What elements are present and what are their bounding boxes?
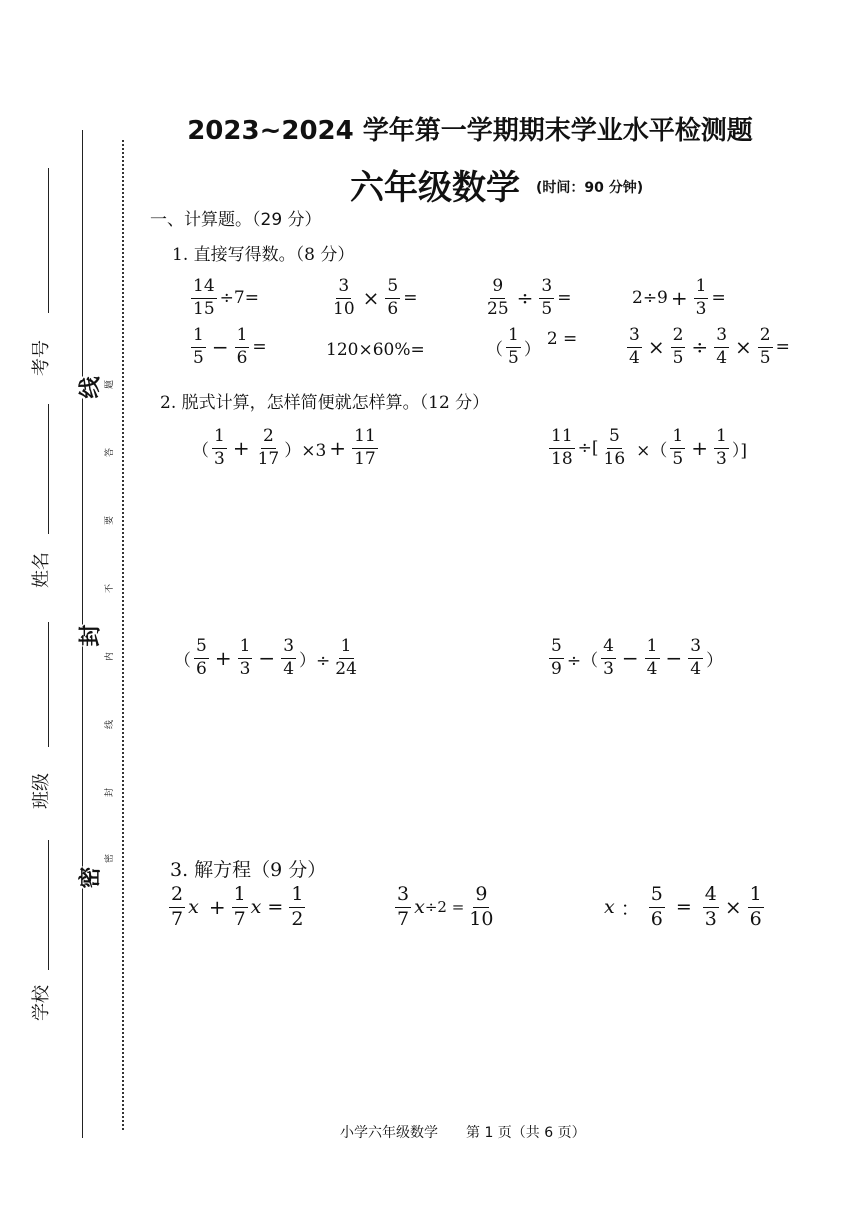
q3-item-c: x ： $\frac{5}{6}$ = $\frac{4}{3}$ × $\frac{1}{6}$ [604,883,762,930]
binding-field-line-1 [48,168,49,313]
fraction: $\frac{1}{5}$ [193,325,204,368]
fraction: $\frac{1}{6}$ [749,883,762,930]
margin-char: 封 [105,787,116,798]
fraction: $\frac{5}{16}$ [603,426,626,469]
fraction: $\frac{3}{4}$ [690,636,702,679]
q1-item-f: 120×60%= [326,340,425,360]
field-name: 姓名 [31,552,52,588]
binding-field-line-4 [48,840,49,970]
q3-item-a: $\frac{2}{7}$ x + $\frac{1}{7}$ x = $\frac{1}{2}$ [171,883,304,930]
q1-item-e: $\frac{1}{5}$ − $\frac{1}{6}$ = [193,325,267,368]
seal-mark-line: 线 [74,376,105,398]
field-class: 班级 [31,773,52,809]
fraction: $\frac{4}{3}$ [704,883,717,930]
q2-item-b: $\frac{11}{18}$ ÷[ $\frac{5}{16}$ ×（ $\frac{1}{5}$ + $\frac{1}{3}$ ）] [551,426,747,469]
fraction: $\frac{1}{24}$ [335,636,357,679]
fraction: $\frac{2}{5}$ [672,325,684,368]
fraction: $\frac{1}{3}$ [214,426,225,469]
fraction: $\frac{5}{9}$ [551,636,562,679]
fraction: $\frac{1}{4}$ [646,636,658,679]
fraction: $\frac{3}{5}$ [541,276,553,319]
fraction: $\frac{3}{10}$ [333,276,355,319]
question-3-label: 3. 解方程（9 分） [170,859,327,881]
margin-char: 不 [105,583,116,594]
fraction: $\frac{3}{4}$ [283,636,295,679]
fraction: $\frac{11}{18}$ [551,426,573,469]
fraction: $\frac{3}{7}$ [397,883,410,930]
fraction: $\frac{1}{3}$ [695,276,707,319]
field-school: 学校 [31,985,52,1021]
field-exam-number: 考号 [31,340,52,376]
page-footer: 小学六年级数学 第 1 页（共 6 页） [340,1125,586,1141]
fraction: $\frac{9}{10}$ [469,883,494,930]
q1-item-b: $\frac{3}{10}$ × $\frac{5}{6}$ = [333,276,418,319]
fraction: $\frac{9}{25}$ [487,276,509,319]
section-heading: 一、计算题。（29 分） [150,210,322,230]
fraction: $\frac{1}{3}$ [239,636,251,679]
q1-item-d: 2÷9 + $\frac{1}{3}$ = [632,276,726,319]
fraction: $\frac{4}{3}$ [603,636,614,679]
binding-dotted-line [122,140,124,1130]
fraction: $\frac{1}{5}$ [672,426,684,469]
fraction: $\frac{2}{5}$ [759,325,771,368]
margin-char: 答 [105,447,116,458]
q1-item-a: $\frac{14}{15}$ ÷7= [193,276,259,319]
question-1-label: 1. 直接写得数。（8 分） [172,245,355,265]
fraction: $\frac{14}{15}$ [193,276,215,319]
fraction: $\frac{3}{4}$ [629,325,640,368]
q2-item-d: $\frac{5}{9}$ ÷（ $\frac{4}{3}$ − $\frac{1}{4}$ − $\frac{3}{4}$ ） [551,636,724,679]
seal-mark-seal: 封 [74,624,105,646]
fraction: $\frac{1}{6}$ [236,325,248,368]
exam-title: 2023~2024 学年第一学期期末学业水平检测题 [187,116,753,146]
q1-item-c: $\frac{9}{25}$ ÷ $\frac{3}{5}$ = [487,276,572,319]
binding-field-line-2 [48,404,49,534]
fraction: $\frac{3}{4}$ [716,325,728,368]
fraction: $\frac{5}{6}$ [650,883,663,930]
fraction: $\frac{1}{5}$ [508,325,519,368]
binding-field-line-3 [48,622,49,747]
fraction: $\frac{2}{7}$ [171,883,184,930]
margin-char: 密 [105,853,116,864]
exam-subtitle: 六年级数学 [350,168,520,208]
fraction: $\frac{11}{17}$ [354,426,376,469]
q3-item-b: $\frac{3}{7}$ x ÷2 = $\frac{9}{10}$ [397,883,494,930]
fraction: $\frac{2}{17}$ [257,426,280,469]
seal-mark-secret: 密 [74,866,105,888]
fraction: $\frac{5}{6}$ [196,636,207,679]
margin-char: 内 [105,651,116,662]
q1-item-g: （ $\frac{1}{5}$ ） 2 = [486,325,578,368]
margin-char: 线 [105,719,116,730]
question-2-label: 2. 脱式计算，怎样简便就怎样算。（12 分） [160,393,490,413]
fraction: $\frac{1}{3}$ [716,426,727,469]
fraction: $\frac{1}{2}$ [291,883,304,930]
q1-item-h: $\frac{3}{4}$ × $\frac{2}{5}$ ÷ $\frac{3}{4}$ × $\frac{2}{5}$ = [629,325,790,368]
margin-char: 要 [105,515,116,526]
fraction: $\frac{5}{6}$ [387,276,399,319]
fraction: $\frac{1}{7}$ [233,883,246,930]
q2-item-c: （ $\frac{5}{6}$ + $\frac{1}{3}$ − $\frac{3}{4}$ ）÷ $\frac{1}{24}$ [174,636,357,679]
q2-item-a: （ $\frac{1}{3}$ + $\frac{2}{17}$ ）×3 + $\frac{11}{17}$ [192,426,376,469]
time-note: (时间：90 分钟) [536,180,644,196]
margin-char: 题 [105,379,116,390]
